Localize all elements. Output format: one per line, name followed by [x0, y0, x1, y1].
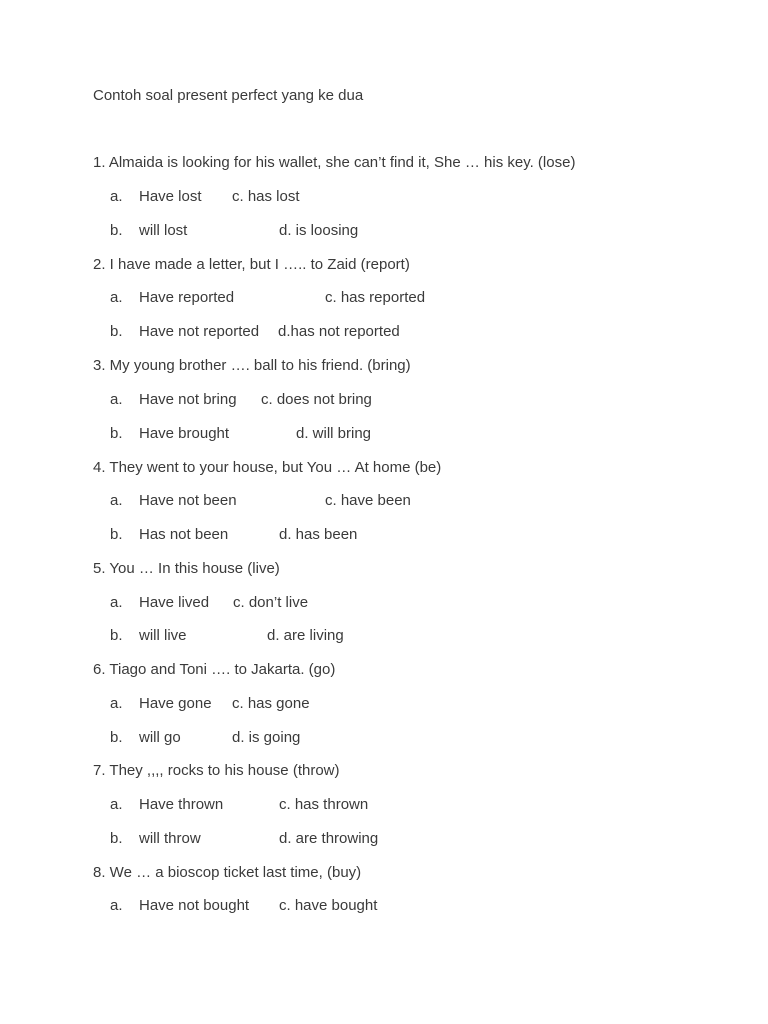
question-7: 7. They ,,,, rocks to his house (throw) — [93, 762, 340, 779]
option-letter: b. — [110, 627, 123, 644]
option-letter: b. — [110, 729, 123, 746]
option-letter: a. — [110, 391, 123, 408]
option-text: will live — [139, 627, 187, 644]
option-letter: b. — [110, 425, 123, 442]
option-alt-text: d.has not reported — [278, 323, 400, 340]
option-alt-text: d. is loosing — [279, 222, 359, 239]
option-text: Have brought — [139, 425, 230, 442]
option-text: Have not bring — [139, 391, 237, 408]
option-alt-text: d. are living — [267, 627, 344, 644]
question-3: 3. My young brother …. ball to his friend. (bring) — [93, 357, 411, 374]
option-text: Have not been — [139, 492, 237, 509]
option-alt-text: d. are throwing — [279, 830, 379, 847]
option-alt-text: d. is going — [232, 729, 301, 746]
option-letter: a. — [110, 492, 123, 509]
option-text: Have not bought — [139, 897, 250, 914]
question-8: 8. We … a bioscop ticket last time, (buy) — [93, 864, 362, 881]
option-text: Have not reported — [139, 323, 260, 340]
option-letter: b. — [110, 323, 123, 340]
option-alt-text: c. has reported — [325, 289, 426, 306]
option-text: Have reported — [139, 289, 235, 306]
option-alt-text: c. does not bring — [261, 391, 372, 408]
document-title: Contoh soal present perfect yang ke dua — [93, 87, 364, 104]
option-alt-text: c. has lost — [232, 188, 300, 205]
option-text: will throw — [139, 830, 201, 847]
option-letter: b. — [110, 830, 123, 847]
question-2: 2. I have made a letter, but I ….. to Zaid (report) — [93, 256, 410, 273]
question-1: 1. Almaida is looking for his wallet, she can’t find it, She … his key. (lose) — [93, 154, 576, 171]
option-text: will go — [139, 729, 181, 746]
question-6: 6. Tiago and Toni …. to Jakarta. (go) — [93, 661, 336, 678]
option-alt-text: c. has gone — [232, 695, 310, 712]
option-letter: a. — [110, 695, 123, 712]
option-letter: b. — [110, 222, 123, 239]
option-letter: a. — [110, 594, 123, 611]
option-alt-text: c. has thrown — [279, 796, 369, 813]
option-alt-text: c. have bought — [279, 897, 378, 914]
option-text: Have thrown — [139, 796, 224, 813]
option-text: Have gone — [139, 695, 212, 712]
option-letter: a. — [110, 897, 123, 914]
option-letter: b. — [110, 526, 123, 543]
option-letter: a. — [110, 796, 123, 813]
option-letter: a. — [110, 289, 123, 306]
option-letter: a. — [110, 188, 123, 205]
question-4: 4. They went to your house, but You … At home (be) — [93, 459, 442, 476]
question-5: 5. You … In this house (live) — [93, 560, 280, 577]
option-alt-text: d. has been — [279, 526, 358, 543]
option-alt-text: c. have been — [325, 492, 411, 509]
option-alt-text: c. don’t live — [233, 594, 309, 611]
option-text: Have lived — [139, 594, 210, 611]
option-text: Have lost — [139, 188, 202, 205]
option-text: will lost — [139, 222, 188, 239]
option-alt-text: d. will bring — [296, 425, 372, 442]
option-text: Has not been — [139, 526, 229, 543]
